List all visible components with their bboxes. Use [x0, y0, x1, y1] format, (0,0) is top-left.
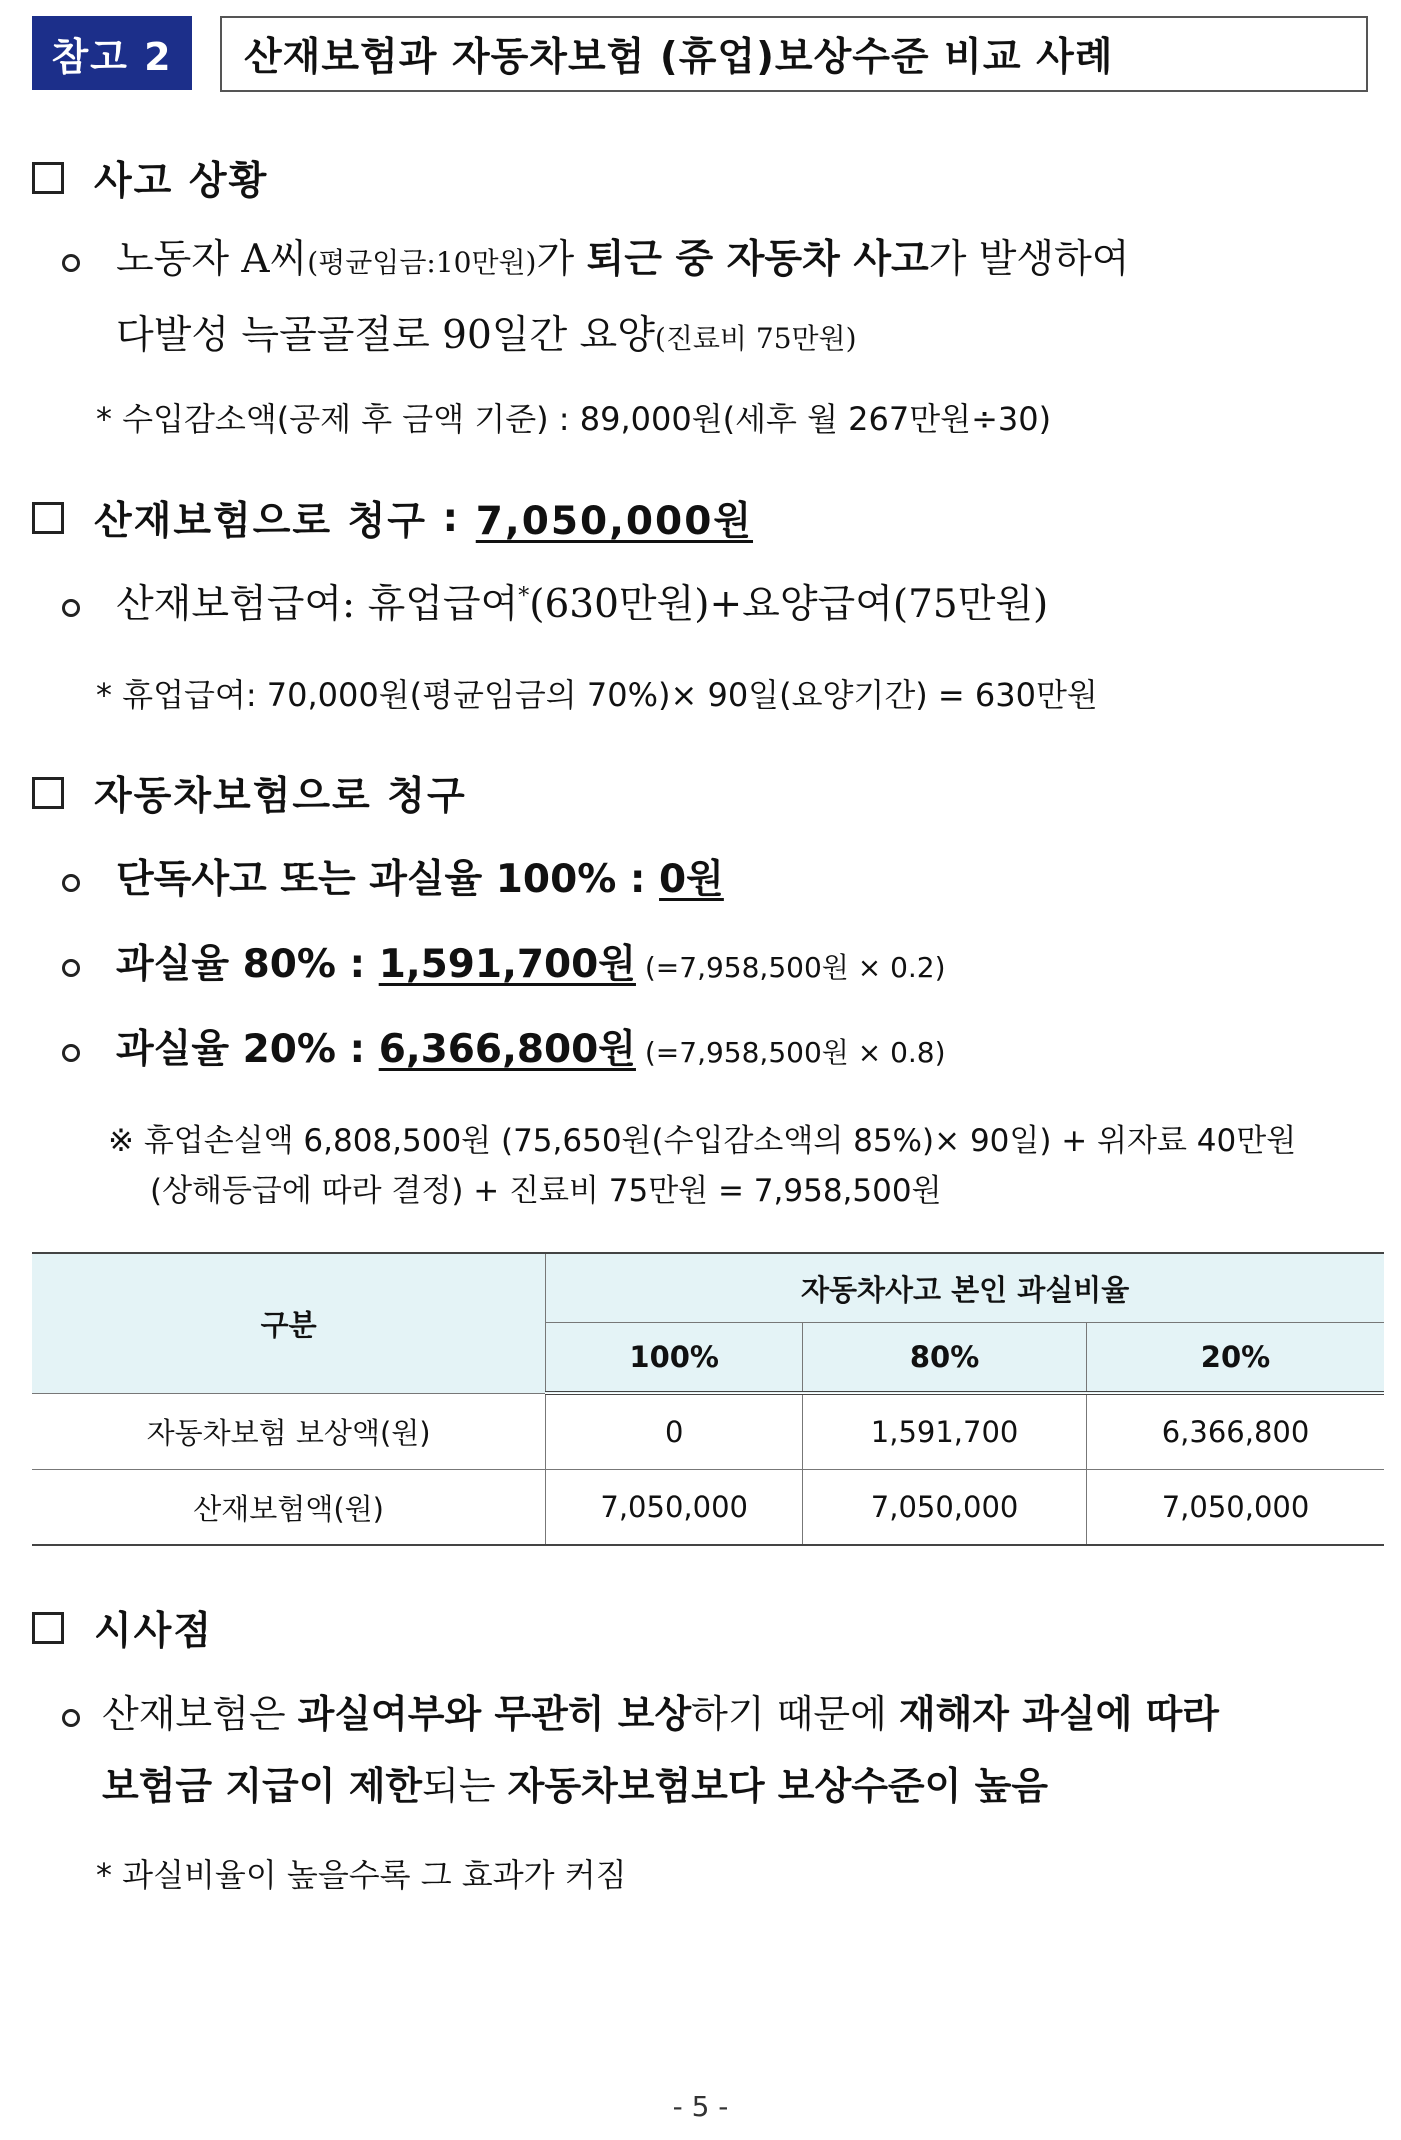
section-accident — [32, 150, 268, 206]
table-cell: 0 — [546, 1393, 803, 1470]
reference-tag: 참고 2 — [32, 16, 192, 90]
table-row — [32, 1470, 1384, 1546]
circle-bullet-icon — [62, 1709, 80, 1727]
sanjae-total: 7,050,000원 — [475, 499, 754, 544]
sanjae-line: 산재보험급여: 휴업급여*(630만원)+요양급여(75만원) — [116, 582, 1049, 627]
auto-bullet-1: 단독사고 또는 과실율 100% : 0원 — [62, 860, 724, 899]
circle-bullet-icon — [62, 959, 80, 977]
section-auto: 자동차보험으로 청구 — [32, 765, 467, 821]
table-cell: 7,050,000 — [546, 1470, 803, 1546]
checkbox-square-icon — [32, 502, 64, 534]
table-cell: 7,050,000 — [803, 1470, 1087, 1546]
case-bullet — [62, 236, 1130, 282]
section-implication: 시사점 — [32, 1600, 213, 1656]
checkbox-square-icon — [32, 162, 64, 194]
page-title: 산재보험과 자동차보험 (휴업)보상수준 비교 사례 — [220, 16, 1368, 92]
implication-bullet — [62, 1692, 1219, 1736]
auto-bullet-3: 과실율 20% : 6,366,800원 (=7,958,500원 × 0.8) — [62, 1030, 946, 1069]
circle-bullet-icon — [62, 599, 80, 617]
page-number: - 5 - — [672, 2090, 729, 2123]
case-note: * 수입감소액(공제 후 금액 기준) : 89,000원(세후 월 267만원÷30) — [96, 400, 1052, 438]
comparison-table — [32, 1252, 1384, 1546]
sanjae-note: * 휴업급여: 70,000원(평균임금의 70%)× 90일(요양기간) = 630만원 — [96, 676, 1098, 714]
case-line-1: 노동자 A씨(평균임금:10만원)가 퇴근 중 자동차 사고가 발생하여 — [116, 236, 1130, 282]
table-row — [32, 1393, 1384, 1470]
auto-bullet-2: 과실율 80% : 1,591,700원 (=7,958,500원 × 0.2) — [62, 945, 946, 984]
implication-line-1: 산재보험은 과실여부와 무관히 보상하기 때문에 재해자 과실에 따라 — [102, 1692, 1219, 1736]
table-cell: 1,591,700 — [803, 1393, 1087, 1470]
table-header-group: 자동차사고 본인 과실비율 — [546, 1253, 1384, 1323]
table-header-col: 20% — [1087, 1323, 1384, 1394]
table-header-category: 구분 — [32, 1253, 546, 1393]
sanjae-bullet — [62, 582, 1049, 627]
circle-bullet-icon — [62, 254, 80, 272]
circle-bullet-icon — [62, 1044, 80, 1062]
row-label: 산재보험액(원) — [32, 1470, 546, 1546]
auto-note-2: (상해등급에 따라 결정) + 진료비 75만원 = 7,958,500원 — [150, 1173, 942, 1209]
table-header-col: 100% — [546, 1323, 803, 1394]
checkbox-square-icon — [32, 777, 64, 809]
page-header — [32, 16, 1368, 90]
row-label: 자동차보험 보상액(원) — [32, 1393, 546, 1470]
implication-note: * 과실비율이 높을수록 그 효과가 커짐 — [96, 1856, 627, 1894]
table-cell: 6,366,800 — [1087, 1393, 1384, 1470]
case-line-2: 다발성 늑골골절로 90일간 요양(진료비 75만원) — [116, 313, 857, 358]
auto-note-1: ※ 휴업손실액 6,808,500원 (75,650원(수입감소액의 85%)× 90일) + 위자료 40만원 — [108, 1123, 1297, 1159]
circle-bullet-icon — [62, 874, 80, 892]
table-cell: 7,050,000 — [1087, 1470, 1384, 1546]
table-header-col: 80% — [803, 1323, 1087, 1394]
section-sanjae: 산재보험으로 청구 : 7,050,000원 — [32, 490, 753, 546]
checkbox-square-icon — [32, 1612, 64, 1644]
section-title: 사고 상황 — [94, 159, 269, 204]
implication-line-2: 보험금 지급이 제한되는 자동차보험보다 보상수준이 높음 — [102, 1764, 1048, 1808]
